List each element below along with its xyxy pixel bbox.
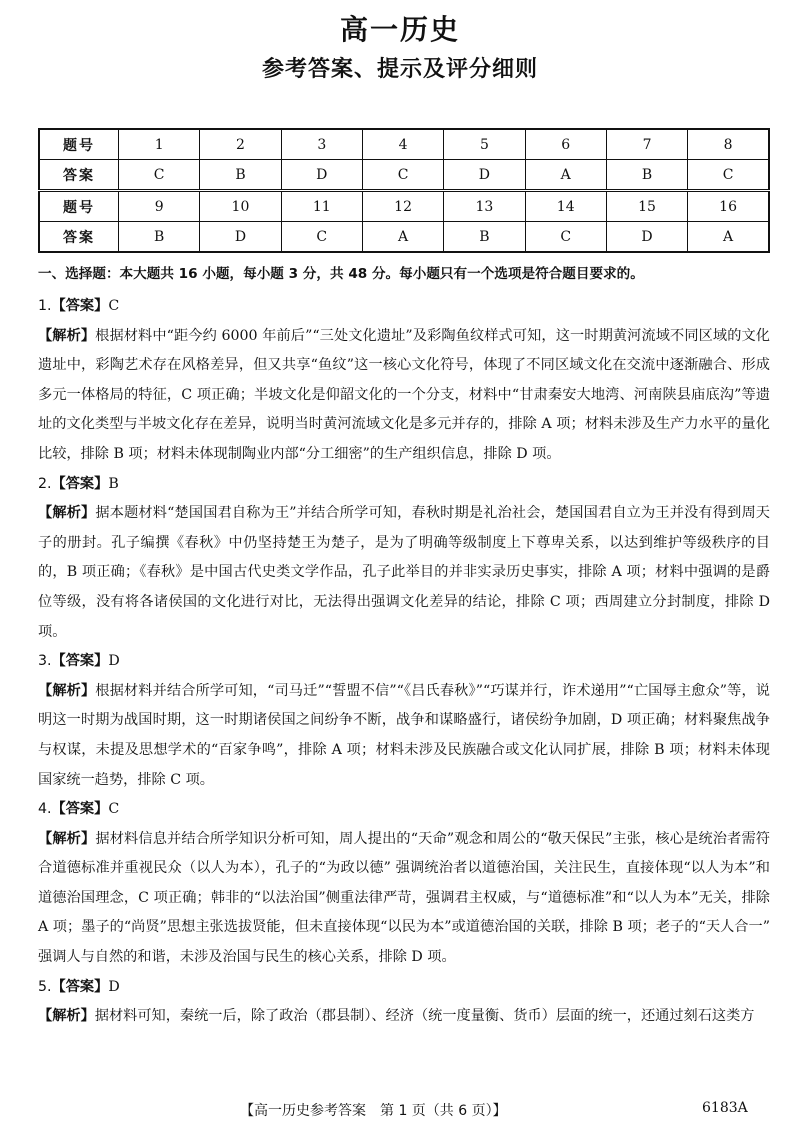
footer-code: 6183A	[702, 1100, 748, 1116]
analysis-text: 根据材料并结合所学可知，“司马迁”“誓盟不信”“《吕氏春秋》”“巧谋并行，诈术递用”“亡国辱主愈众”等，说明这一时期为战国时期，这一时期诸侯国之间纷争不断，战争和谋略盛行，诸侯纷争加剧，D 项正确；材料聚焦战争与权谋，未提及思想学术的“百家争鸣”，排除 A 项；材料未涉及民族融合或文化认同扩展，排除 B 项；材料未体现国家统一趋势，排除 C 项。	[38, 682, 770, 788]
question-number: 3	[281, 129, 362, 160]
footer-page-info: 【高一历史参考答案 第 1 页（共 6 页）】	[240, 1103, 507, 1119]
question-number: 13	[444, 191, 525, 222]
answer-line	[38, 647, 770, 677]
question-number: 6	[525, 129, 606, 160]
question-num: 3.	[38, 653, 52, 670]
answer-value: D	[108, 653, 120, 670]
answer-table-number-row	[39, 129, 769, 160]
analysis-paragraph	[38, 825, 770, 973]
answer-line	[38, 292, 770, 322]
page-subtitle: 参考答案、提示及评分细则	[261, 57, 538, 82]
section-heading: 一、选择题：本大题共 16 小题，每小题 3 分，共 48 分。每小题只有一个选项是符合题目要求的。	[38, 266, 644, 282]
answer-cell: C	[119, 160, 200, 191]
question-number: 14	[525, 191, 606, 222]
analysis-paragraph	[38, 1002, 770, 1032]
answer-row-label: 答案	[39, 222, 119, 253]
answer-table-answer-row	[39, 160, 769, 191]
answer-label: 【答案】	[51, 475, 109, 492]
question-num: 5.	[38, 978, 52, 995]
analysis-text: 据本题材料“楚国国君自称为王”并结合所学可知，春秋时期是礼治社会，楚国国君自立为王并没有得到周天子的册封。孔子编撰《春秋》中仍坚持楚王为楚子，是为了明确等级制度上下尊卑关系，以达到维护等级秩序的目的，B 项正确；《春秋》是中国古代史类文学作品，孔子此举目的并非实录历史事实，排除 A 项；材料中强调的是爵位等级，没有将各诸侯国的文化进行对比，无法得出强调文化差异的结论，排除 C 项；西周建立分封制度，排除 D 项。	[38, 505, 770, 640]
answer-value: D	[108, 978, 120, 995]
answer-cell: B	[119, 222, 200, 253]
answer-cell: A	[688, 222, 769, 253]
question-number: 8	[688, 129, 769, 160]
analysis-paragraph	[38, 322, 770, 470]
question-item	[38, 647, 770, 795]
analysis-label: 【解析】	[38, 505, 96, 522]
question-number: 15	[606, 191, 687, 222]
answer-cell: A	[362, 222, 443, 253]
answer-line	[38, 795, 770, 825]
question-number: 4	[362, 129, 443, 160]
answer-value: C	[108, 298, 120, 314]
answer-cell: D	[606, 222, 687, 253]
question-number: 11	[281, 191, 362, 222]
answer-cell: D	[281, 160, 362, 191]
question-item	[38, 973, 770, 1032]
answer-cell: D	[444, 160, 525, 191]
answer-cell: C	[525, 222, 606, 253]
analysis-text: 据材料可知，秦统一后，除了政治（郡县制）、经济（统一度量衡、货币）层面的统一，还通过刻石这类方	[94, 1008, 755, 1025]
question-number: 7	[606, 129, 687, 160]
answer-table-answer-row	[39, 222, 769, 253]
question-item	[38, 470, 770, 648]
answer-value: C	[108, 801, 120, 818]
analysis-label: 【解析】	[38, 682, 96, 699]
answer-cell: A	[525, 160, 606, 191]
answer-table-number-row	[39, 191, 769, 222]
question-number: 10	[200, 191, 281, 222]
answer-cell: C	[281, 222, 362, 253]
answer-cell: B	[444, 222, 525, 253]
answer-cell: B	[200, 160, 281, 191]
analysis-text: 根据材料中“距今约 6000 年前后”“三处文化遗址”及彩陶鱼纹样式可知，这一时期黄河流域不同区域的文化遗址中，彩陶艺术存在风格差异，但又共享“鱼纹”这一核心文化符号，体现了不同区域文化在交流中逐渐融合、形成多元一体格局的特征，C 项正确；半坡文化是仰韶文化的一个分支，材料中“甘肃秦安大地湾、河南陕县庙底沟”等遗址的文化类型与半坡文化存在差异，说明当时黄河流域文化是多元并存的，排除 A 项；材料未涉及生产力水平的量化比较，排除 B 项；材料未体现制陶业内部“分工细密”的生产组织信息，排除 D 项。	[38, 327, 771, 462]
question-num: 1.	[38, 298, 52, 314]
answer-line	[38, 973, 770, 1003]
number-row-label: 题号	[39, 191, 119, 222]
analysis-paragraph	[38, 499, 770, 647]
answer-row-label: 答案	[39, 160, 119, 191]
answer-line	[38, 470, 770, 500]
question-number: 1	[119, 129, 200, 160]
answer-cell: C	[688, 160, 769, 191]
answer-cell: D	[200, 222, 281, 253]
analysis-label: 【解析】	[38, 1008, 95, 1025]
answer-label: 【答案】	[51, 978, 109, 995]
question-num: 2.	[38, 475, 52, 492]
analysis-paragraph	[38, 677, 770, 795]
question-item	[38, 292, 770, 470]
question-num: 4.	[38, 801, 52, 818]
question-number: 5	[444, 129, 525, 160]
question-number: 9	[119, 191, 200, 222]
answer-label: 【答案】	[51, 298, 109, 314]
question-number: 16	[688, 191, 769, 222]
answer-explanations	[38, 292, 770, 1032]
number-row-label: 题号	[39, 129, 119, 160]
question-number: 2	[200, 129, 281, 160]
analysis-label: 【解析】	[38, 830, 96, 847]
question-number: 12	[362, 191, 443, 222]
answer-label: 【答案】	[51, 653, 109, 670]
page-title: 高一历史	[339, 13, 460, 46]
analysis-text: 据材料信息并结合所学知识分析可知，周人提出的“天命”观念和周公的“敬天保民”主张，核心是统治者需符合道德标准并重视民众（以人为本），孔子的“为政以德” 强调统治者以道德治国，关注民生，直接体现“以人为本”和道德治国理念，C 项正确；韩非的“以法治国”侧重法律严苛，强调君主权威，与“道德标准”和“以人为本”无关，排除 A 项；墨子的“尚贤”思想主张选拔贤能，但未直接体现“以民为本”或道德治国的关联，排除 B 项；老子的“天人合一” 强调人与自然的和谐，未涉及治国与民生的核心关系，排除 D 项。	[38, 830, 770, 966]
answer-label: 【答案】	[51, 801, 109, 818]
question-item	[38, 795, 770, 973]
answer-table	[38, 128, 770, 253]
answer-cell: B	[606, 160, 687, 191]
answer-value: B	[108, 475, 119, 492]
analysis-label: 【解析】	[38, 327, 96, 344]
answer-cell: C	[362, 160, 443, 191]
